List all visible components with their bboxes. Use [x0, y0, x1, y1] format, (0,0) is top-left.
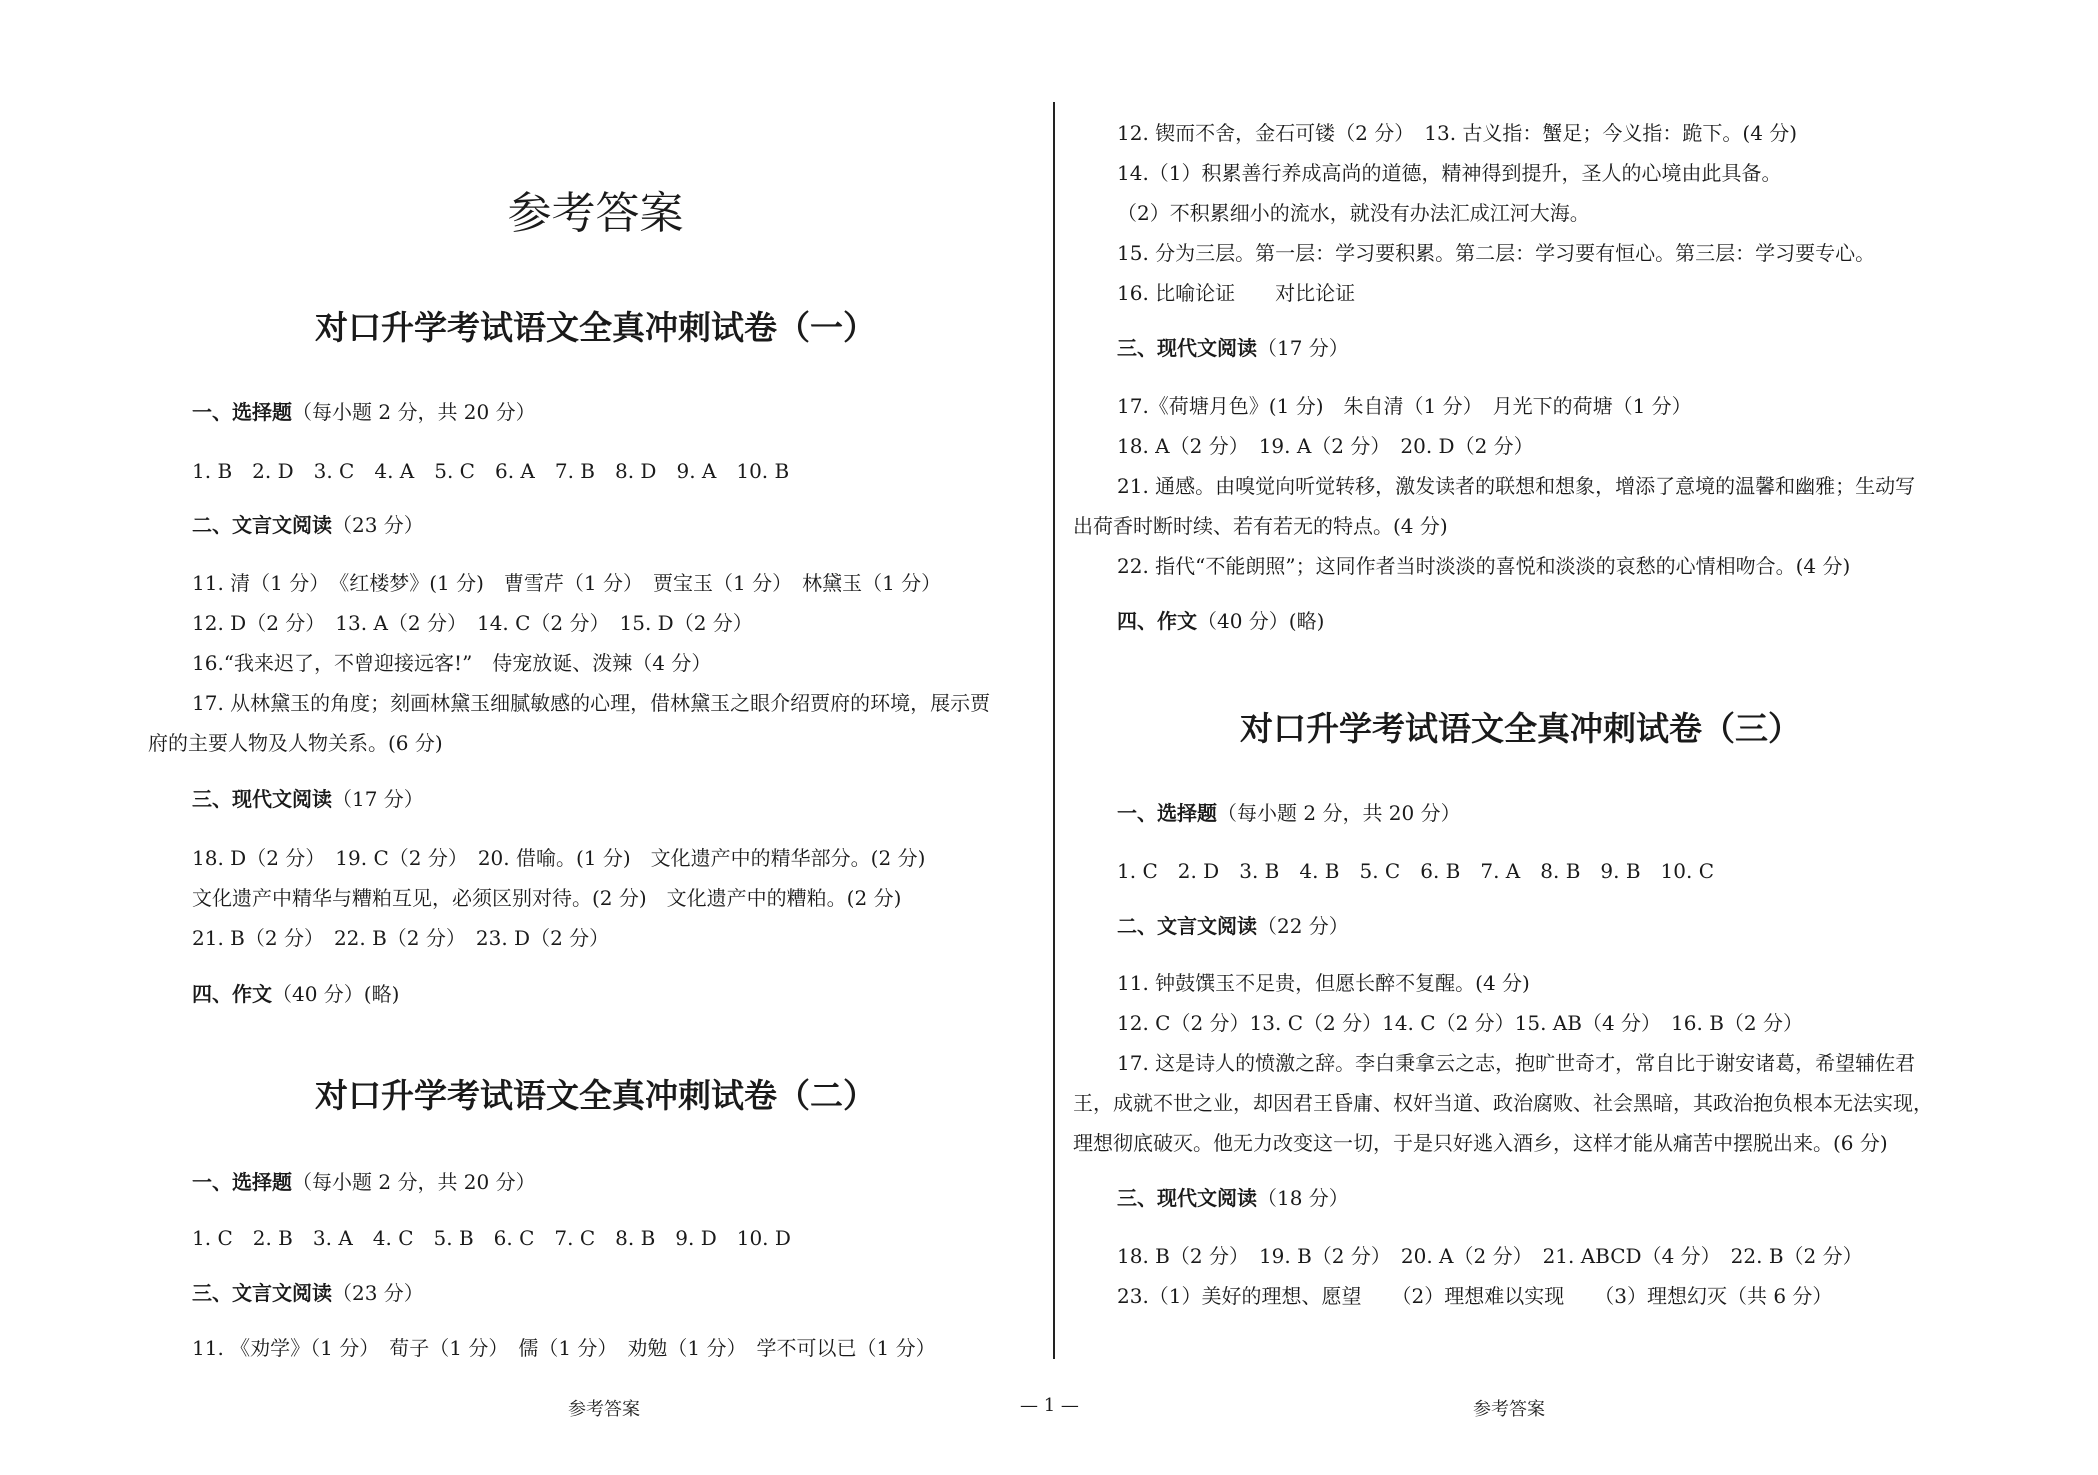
section-heading [1117, 910, 1349, 939]
section-heading [1117, 797, 1461, 826]
section-heading-note: （40 分）(略) [272, 982, 400, 1006]
answer-line: 府的主要人物及人物关系。(6 分) [148, 731, 443, 755]
answer-line: 11. 《劝学》（1 分） 荀子（1 分） 儒（1 分） 劝勉（1 分） 学不可以已（1 分） [192, 1336, 936, 1360]
page-number: — 1 — [1020, 1395, 1079, 1416]
section-heading-note: （17 分） [1257, 336, 1349, 360]
section-heading [192, 978, 399, 1007]
answer-line: 11. 清（1 分） 《红楼梦》(1 分) 曹雪芹（1 分） 贾宝玉（1 分） 林黛玉（1 分） [192, 571, 942, 595]
section-heading [1117, 332, 1349, 361]
document-title: 参考答案 [507, 188, 684, 239]
answer-line: 18. A（2 分） 19. A（2 分） 20. D（2 分） [1117, 434, 1534, 458]
section-heading [192, 396, 536, 425]
section-heading-note: （40 分）(略) [1197, 609, 1325, 633]
answer-line: 15. 分为三层。第一层：学习要积累。第二层：学习要有恒心。第三层：学习要专心。 [1117, 241, 1876, 265]
answer-line: 18. B（2 分） 19. B（2 分） 20. A（2 分） 21. ABCD（4 分） 22. B（2 分） [1117, 1244, 1863, 1268]
answer-line: 理想彻底破灭。他无力改变这一切，于是只好逃入酒乡，这样才能从痛苦中摆脱出来。(6 分) [1073, 1131, 1888, 1155]
section-heading-label: 三、文言文阅读 [192, 1281, 332, 1305]
section-heading-note: （23 分） [332, 1281, 424, 1305]
answer-line: （2）不积累细小的流水，就没有办法汇成江河大海。 [1117, 201, 1590, 225]
section-heading-note: （每小题 2 分，共 20 分） [1217, 801, 1461, 825]
section-heading-label: 三、现代文阅读 [192, 787, 332, 811]
paper-title-1: 对口升学考试语文全真冲刺试卷（一） [315, 308, 876, 347]
answer-line: 11. 钟鼓馔玉不足贵，但愿长醉不复醒。(4 分) [1117, 971, 1530, 995]
section-heading [1117, 1182, 1349, 1211]
paper-title-2: 对口升学考试语文全真冲刺试卷（二） [315, 1076, 876, 1115]
answer-line: 1. C 2. D 3. B 4. B 5. C 6. B 7. A 8. B 9. B 10. C [1117, 859, 1714, 883]
answer-line: 12. 锲而不舍，金石可镂（2 分） 13. 古义指：蟹足；今义指：跪下。(4 分) [1117, 121, 1798, 145]
section-heading-label: 二、文言文阅读 [192, 513, 332, 537]
section-heading [192, 783, 424, 812]
footer-left-label: 参考答案 [568, 1399, 640, 1420]
section-heading-label: 四、作文 [1117, 609, 1197, 633]
answer-line: 1. C 2. B 3. A 4. C 5. B 6. C 7. C 8. B 9. D 10. D [192, 1226, 791, 1250]
answer-line: 21. B（2 分） 22. B（2 分） 23. D（2 分） [192, 926, 610, 950]
section-heading [192, 1277, 424, 1306]
answer-line: 21. 通感。由嗅觉向听觉转移，激发读者的联想和想象，增添了意境的温馨和幽雅；生动写 [1117, 474, 1916, 498]
answer-line: 14.（1）积累善行养成高尚的道德，精神得到提升，圣人的心境由此具备。 [1117, 161, 1782, 185]
answer-line: 23.（1）美好的理想、愿望 （2）理想难以实现 （3）理想幻灭（共 6 分） [1117, 1284, 1833, 1308]
section-heading-note: （18 分） [1257, 1186, 1349, 1210]
answer-line: 17. 这是诗人的愤激之辞。李白秉拿云之志，抱旷世奇才，常自比于谢安诸葛，希望辅佐君 [1117, 1051, 1916, 1075]
section-heading-label: 四、作文 [192, 982, 272, 1006]
section-heading-note: （每小题 2 分，共 20 分） [292, 400, 536, 424]
answer-line: 出荷香时断时续、若有若无的特点。(4 分) [1073, 514, 1448, 538]
section-heading-label: 三、现代文阅读 [1117, 336, 1257, 360]
section-heading-note: （23 分） [332, 513, 424, 537]
answer-line: 王，成就不世之业，却因君王昏庸、权奸当道、政治腐败、社会黑暗，其政治抱负根本无法实现， [1073, 1091, 1933, 1115]
section-heading [192, 509, 424, 538]
section-heading-label: 三、现代文阅读 [1117, 1186, 1257, 1210]
answer-line: 22. 指代“不能朗照”；这同作者当时淡淡的喜悦和淡淡的哀愁的心情相吻合。(4 分) [1117, 554, 1851, 578]
section-heading-note: （22 分） [1257, 914, 1349, 938]
section-heading-label: 二、文言文阅读 [1117, 914, 1257, 938]
answer-line: 文化遗产中精华与糟粕互见，必须区别对待。(2 分) 文化遗产中的糟粕。(2 分) [192, 886, 902, 910]
section-heading-note: （每小题 2 分，共 20 分） [292, 1170, 536, 1194]
paper-title-3: 对口升学考试语文全真冲刺试卷（三） [1240, 709, 1801, 748]
answer-line: 12. C（2 分）13. C（2 分）14. C（2 分）15. AB（4 分） 16. B（2 分） [1117, 1011, 1803, 1035]
section-heading [192, 1166, 536, 1195]
answer-line: 12. D（2 分） 13. A（2 分） 14. C（2 分） 15. D（2 分） [192, 611, 753, 635]
answer-line: 17. 从林黛玉的角度；刻画林黛玉细腻敏感的心理，借林黛玉之眼介绍贾府的环境，展示贾 [192, 691, 991, 715]
answer-line: 16. 比喻论证 对比论证 [1117, 281, 1356, 305]
answer-line: 18. D（2 分） 19. C（2 分） 20. 借喻。(1 分) 文化遗产中的精华部分。(2 分) [192, 846, 926, 870]
column-divider [1053, 102, 1055, 1359]
section-heading-label: 一、选择题 [192, 400, 292, 424]
answer-line: 16.“我来迟了，不曾迎接远客!” 侍宠放诞、泼辣（4 分） [192, 651, 712, 675]
section-heading-label: 一、选择题 [192, 1170, 292, 1194]
answer-line: 1. B 2. D 3. C 4. A 5. C 6. A 7. B 8. D 9. A 10. B [192, 459, 790, 483]
answer-line: 17.《荷塘月色》(1 分) 朱自清（1 分） 月光下的荷塘（1 分） [1117, 394, 1692, 418]
footer-right-label: 参考答案 [1473, 1399, 1545, 1420]
section-heading-note: （17 分） [332, 787, 424, 811]
section-heading [1117, 605, 1324, 634]
section-heading-label: 一、选择题 [1117, 801, 1217, 825]
